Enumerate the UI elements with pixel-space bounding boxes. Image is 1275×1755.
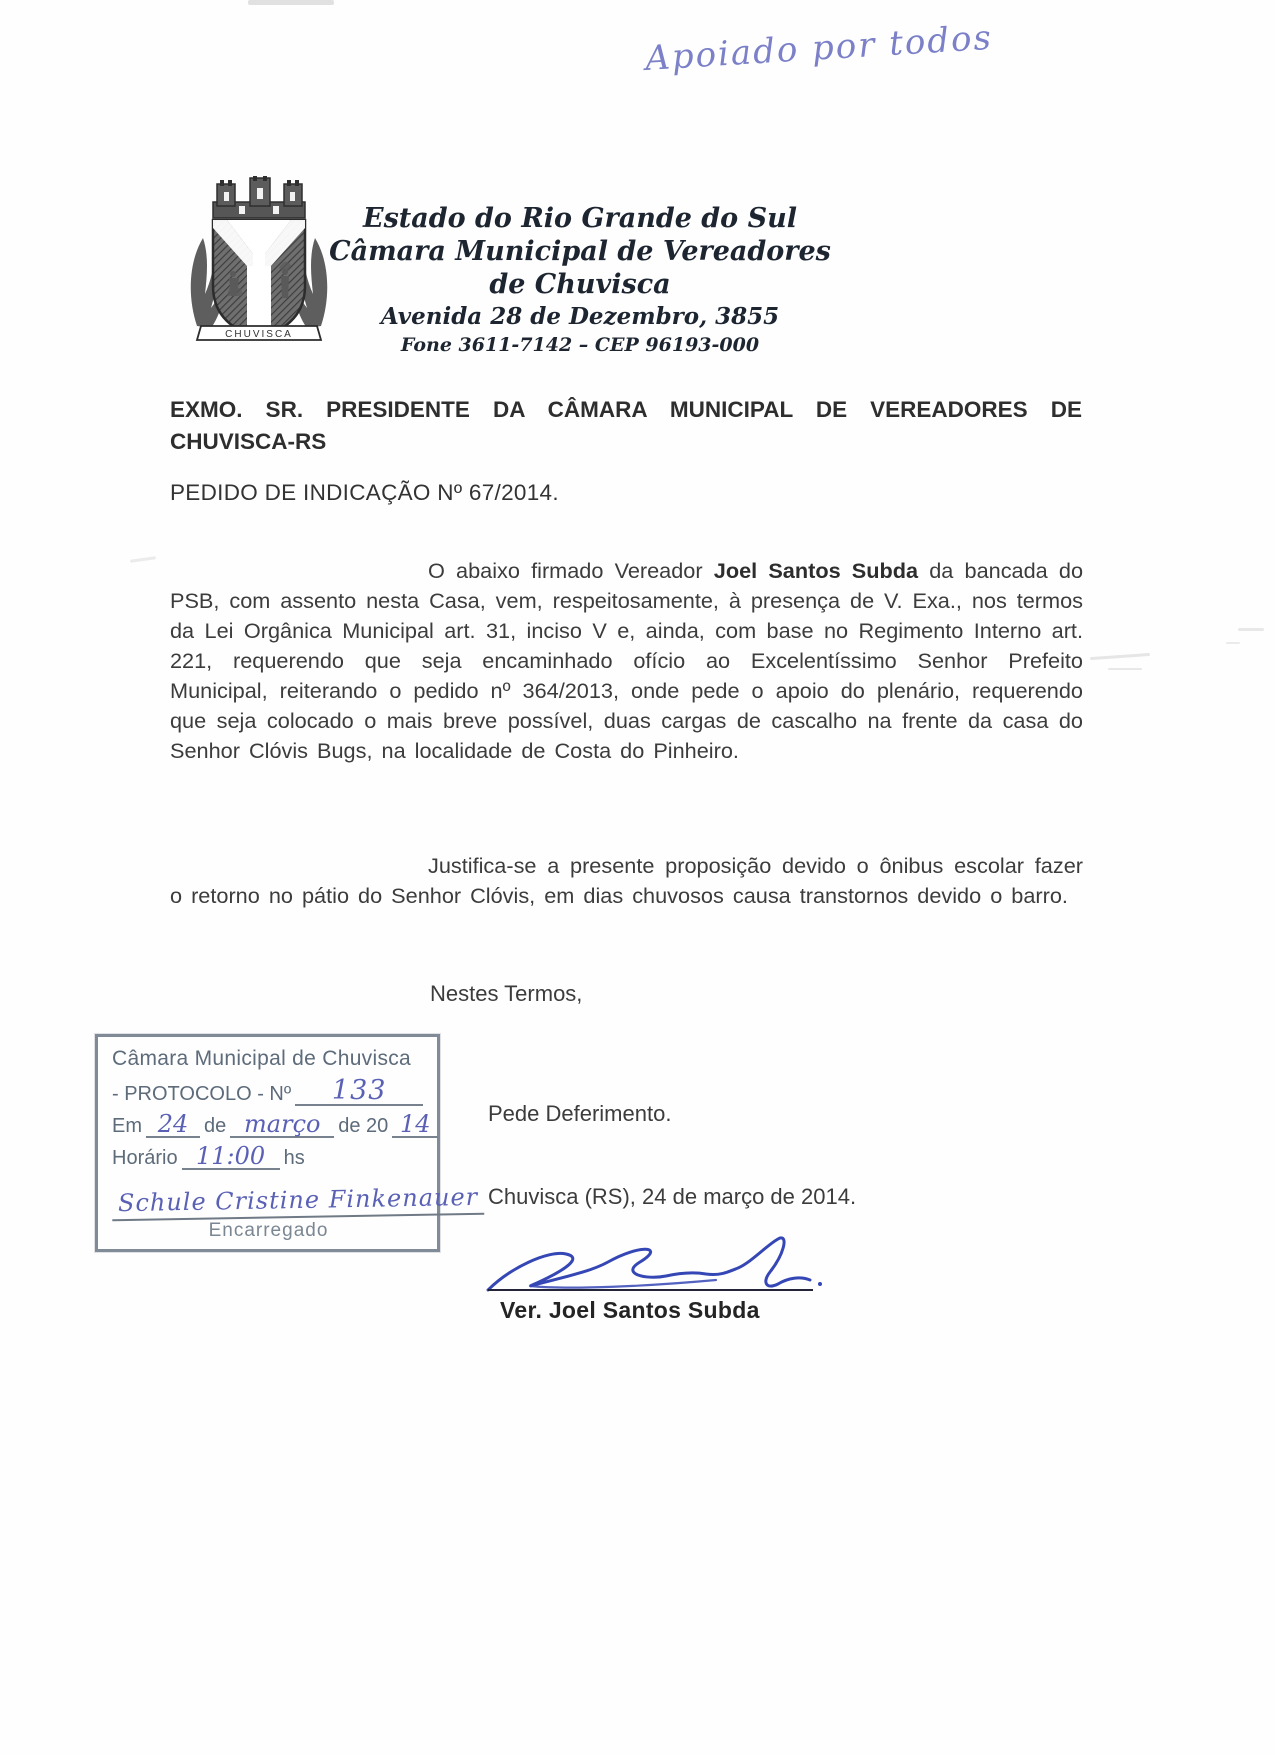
mural-crown [213,176,305,218]
scan-artifact [130,556,156,563]
shield [213,220,305,338]
protocol-stamp [95,1034,479,1252]
letterhead-address: Avenida 28 de Dezembro, 3855 [380,303,780,330]
stamp-protocol-label: - PROTOCOLO - Nº [112,1083,292,1105]
scan-artifact [1238,628,1264,631]
addressee-line2: CHUVISCA-RS [170,429,327,454]
stamp-de-label: de [204,1115,227,1137]
stamp-protocol-number: 133 [331,1075,387,1106]
letterhead-state: Estado do Rio Grande do Sul [363,203,797,234]
signature-rule [488,1289,813,1291]
crest-banner-text: CHUVISCA [225,329,293,340]
letterhead-phone-cep: Fone 3611-7142 – CEP 96193-000 [400,334,760,356]
crest-banner [197,326,321,340]
stamp-day: 24 [157,1110,189,1138]
letterhead-chamber: Câmara Municipal de Vereadores de Chuvisca [329,236,831,300]
scan-artifact [1226,642,1240,644]
document-title: PEDIDO DE INDICAÇÃO Nº 67/2014. [170,480,559,505]
stamp-clerk-role: Encarregado [208,1220,329,1241]
p1-councilman-name: Joel Santos Subda [713,558,919,583]
stamp-year: 14 [400,1110,431,1138]
request-phrase: Pede Deferimento. [488,1101,672,1126]
body-paragraph-1 [170,556,1083,766]
stamp-hs-label: hs [283,1147,305,1169]
p1-rest: da bancada do PSB, com assento nesta Casa, vem, respeitosamente, à presença de V. Exa., nos termos da Lei Orgânica Municipal art. 31, inciso V e, ainda, com base no Regimento Interno art. 221, requerendo que seja encaminhado ofício ao Excelentíssimo Senhor Prefeito Municipal, reiterando o pedido nº 364/2013, onde pede o apoio do plenário, requerendo que seja colocado o mais breve possível, duas cargas de cascalho na frente da casa do Senhor Clóvis Bugs, na localidade de Costa do Pinheiro. [170,558,1083,763]
stamp-clerk-signature: Schule Cristine Finkenauer [112,1183,485,1221]
stamp-time-label: Horário [112,1147,178,1169]
stamp-month: março [244,1110,321,1138]
stamp-em-label: Em [112,1115,142,1137]
coat-of-arms [183,176,335,348]
stamp-org-name: Câmara Municipal de Chuvisca [112,1047,412,1070]
closing-phrase: Nestes Termos, [430,981,583,1006]
body-paragraph-2: Justifica-se a presente proposição devido o ônibus escolar fazer o retorno no pátio do Senhor Clóvis, em dias chuvosos causa transtornos devido o barro. [170,853,1083,908]
stamp-time: 11:00 [195,1142,266,1170]
p1-intro: O abaixo firmado Vereador [428,558,714,583]
addressee-line1: EXMO. SR. PRESIDENTE DA CÂMARA MUNICIPAL DE VEREADORES DE [170,397,1082,422]
stamp-de20-label: de 20 [338,1115,389,1137]
letterhead [320,203,840,359]
scan-artifact [1108,668,1142,670]
date-line: Chuvisca (RS), 24 de março de 2014. [488,1184,857,1209]
scan-artifact [1090,653,1150,660]
signer-name: Ver. Joel Santos Subda [500,1297,760,1323]
addressee-block [170,394,1082,458]
handwritten-note: Apoiado por todos [644,17,995,79]
scan-artifact [248,0,334,5]
